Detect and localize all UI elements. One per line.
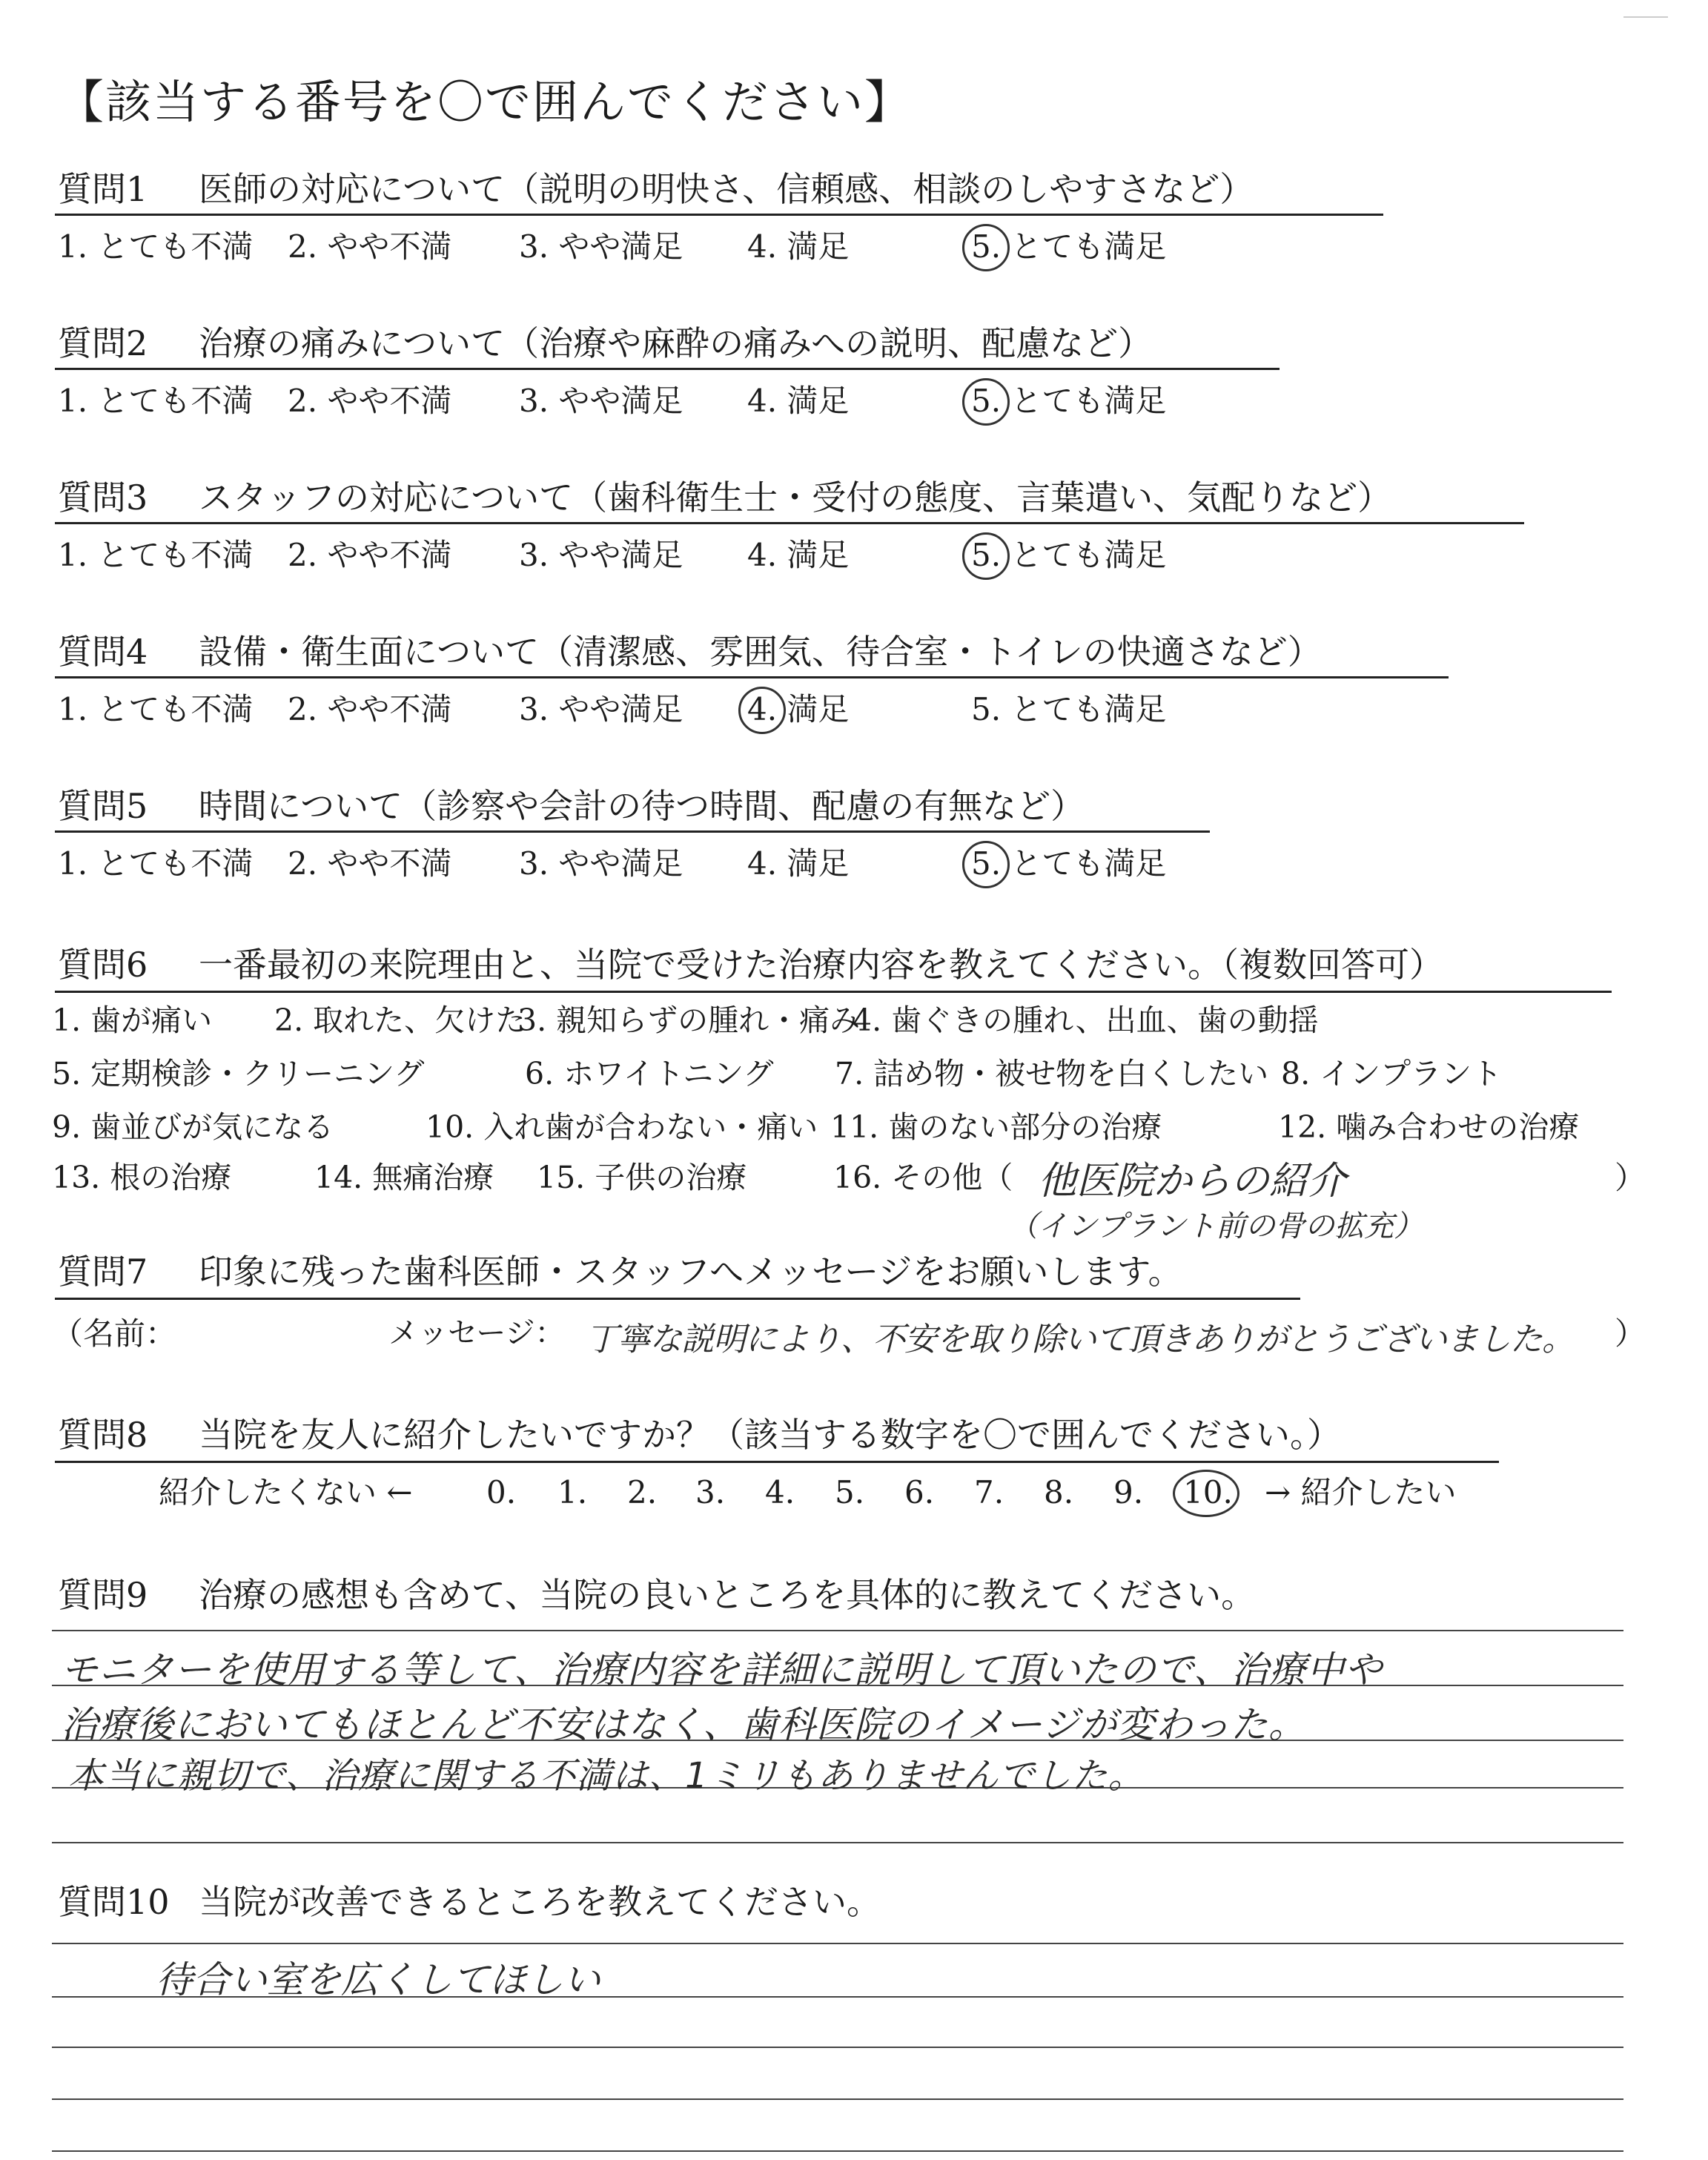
q6-option[interactable]: 7. 詰め物・被せ物を白くしたい: [835, 1056, 1269, 1091]
q6-other-close: ）: [1615, 1160, 1646, 1196]
page-title: 【該当する番号を〇で囲んでください】: [58, 75, 913, 129]
q9-number: 質問9: [58, 1575, 148, 1615]
q1-option-1[interactable]: 1. とても不満: [58, 228, 254, 265]
q2-text: 治療の痛みについて（治療や麻酔の痛みへの説明、配慮など）: [199, 323, 1153, 363]
q8-scale-option[interactable]: 2.: [627, 1474, 658, 1510]
q5-number: 質問5: [58, 786, 148, 826]
q3-underline: [55, 522, 1524, 524]
q4-selected-circle: [738, 687, 786, 734]
q8-scale-option[interactable]: 4.: [765, 1474, 795, 1510]
q3-option-2[interactable]: 2. やや不満: [288, 537, 452, 573]
q6-option[interactable]: 15. 子供の治療: [537, 1160, 747, 1195]
q7-heading: [58, 1252, 1182, 1292]
q1-option-3[interactable]: 3. やや満足: [519, 228, 683, 265]
q8-scale-option[interactable]: 5.: [835, 1474, 865, 1510]
q1-underline: [55, 214, 1383, 216]
q6-option[interactable]: 5. 定期検診・クリーニング: [52, 1056, 425, 1091]
q2-option-4[interactable]: 4. 満足: [747, 383, 850, 419]
q2-number: 質問2: [58, 323, 148, 363]
q8-scale-option[interactable]: 7.: [974, 1474, 1004, 1510]
q1-option-5[interactable]: 5. とても満足: [971, 228, 1167, 265]
q4-heading: [58, 632, 1322, 672]
q9-answer-line-1: モニターを使用する等して、治療内容を詳細に説明して頂いたので、治療中や: [61, 1648, 1383, 1691]
q10-rule: [52, 2047, 1623, 2048]
q6-underline: [55, 991, 1612, 993]
q2-option-2[interactable]: 2. やや不満: [288, 383, 452, 419]
q4-option-5[interactable]: 5. とても満足: [971, 691, 1167, 727]
q8-selected-circle: [1173, 1470, 1239, 1517]
q3-heading: [58, 478, 1392, 518]
q4-text: 設備・衛生面について（清潔感、雰囲気、待合室・トイレの快適さなど）: [199, 632, 1322, 672]
q10-text: 当院が改善できるところを教えてください。: [199, 1882, 881, 1922]
q9-answer-line-3: 本当に親切で、治療に関する不満は、1ミリもありませんでした。: [68, 1755, 1145, 1797]
q7-name-label: （名前：: [52, 1315, 177, 1352]
q5-option-3[interactable]: 3. やや満足: [519, 845, 683, 882]
q1-selected-circle: [962, 224, 1010, 271]
q5-selected-circle: [962, 841, 1010, 888]
q7-text: 印象に残った歯科医師・スタッフへメッセージをお願いします。: [199, 1252, 1182, 1292]
q8-left-label: 紹介したくない ←: [159, 1474, 413, 1510]
q4-option-3[interactable]: 3. やや満足: [519, 691, 683, 727]
q4-number: 質問4: [58, 632, 148, 672]
q1-heading: [58, 169, 1254, 209]
q5-heading: [58, 786, 1085, 826]
q1-option-4[interactable]: 4. 満足: [747, 228, 850, 265]
q6-option[interactable]: 11. 歯のない部分の治療: [830, 1109, 1162, 1145]
q3-option-3[interactable]: 3. やや満足: [519, 537, 683, 573]
q5-option-1[interactable]: 1. とても不満: [58, 845, 254, 882]
q10-heading: [58, 1882, 881, 1922]
q3-selected-circle: [962, 532, 1010, 580]
q4-option-2[interactable]: 2. やや不満: [288, 691, 452, 727]
q3-option-1[interactable]: 1. とても不満: [58, 537, 254, 573]
q5-option-2[interactable]: 2. やや不満: [288, 845, 452, 882]
q6-option[interactable]: 16. その他（: [833, 1160, 1013, 1195]
q8-underline: [55, 1461, 1499, 1463]
q6-option[interactable]: 2. 取れた、欠けた: [274, 1003, 526, 1038]
q4-option-1[interactable]: 1. とても不満: [58, 691, 254, 727]
q6-option[interactable]: 10. 入れ歯が合わない・痛い: [426, 1109, 818, 1145]
q8-scale-option[interactable]: 0.: [486, 1474, 517, 1510]
q8-text: 当院を友人に紹介したいですか？（該当する数字を〇で囲んでください。）: [199, 1415, 1341, 1455]
q7-underline: [55, 1298, 1300, 1300]
q9-rule: [52, 1842, 1623, 1843]
q7-message-handwriting: 丁寧な説明により、不安を取り除いて頂きありがとうございました。: [586, 1321, 1574, 1358]
scan-mark: [1623, 16, 1668, 18]
q2-selected-circle: [962, 378, 1010, 426]
q10-rule: [52, 1943, 1623, 1944]
q8-scale-option[interactable]: 8.: [1044, 1474, 1074, 1510]
q9-rule: [52, 1630, 1623, 1631]
q6-text: 一番最初の来院理由と、当院で受けた治療内容を教えてください。（複数回答可）: [199, 945, 1443, 985]
q10-rule: [52, 2098, 1623, 2100]
q6-option[interactable]: 4. 歯ぐきの腫れ、出血、歯の動揺: [853, 1003, 1319, 1038]
q3-number: 質問3: [58, 478, 148, 518]
q3-text: スタッフの対応について（歯科衛生士・受付の態度、言葉遣い、気配りなど）: [199, 478, 1392, 518]
q6-option[interactable]: 1. 歯が痛い: [52, 1003, 213, 1038]
q4-underline: [55, 676, 1449, 678]
q7-close: ）: [1615, 1315, 1646, 1352]
q2-option-3[interactable]: 3. やや満足: [519, 383, 683, 419]
q8-scale-option[interactable]: 3.: [695, 1474, 726, 1510]
q3-option-4[interactable]: 4. 満足: [747, 537, 850, 573]
q6-other-handwriting: 他医院からの紹介: [1038, 1159, 1347, 1203]
q7-message-label: メッセージ：: [388, 1316, 565, 1350]
q3-option-5[interactable]: 5. とても満足: [971, 537, 1167, 573]
q5-option-5[interactable]: 5. とても満足: [971, 845, 1167, 882]
q2-option-5[interactable]: 5. とても満足: [971, 383, 1167, 419]
q8-number: 質問8: [58, 1415, 148, 1455]
q10-number: 質問10: [58, 1882, 170, 1922]
q1-number: 質問1: [58, 169, 148, 209]
q8-scale-option[interactable]: 9.: [1113, 1474, 1144, 1510]
q5-text: 時間について（診察や会計の待つ時間、配慮の有無など）: [199, 786, 1085, 826]
q6-option[interactable]: 6. ホワイトニング: [525, 1056, 774, 1091]
q1-option-2[interactable]: 2. やや不満: [288, 228, 452, 265]
q10-answer-line-1: 待合い室を広くしてほしい: [156, 1958, 600, 2001]
q1-text: 医師の対応について（説明の明快さ、信頼感、相談のしやすさなど）: [199, 169, 1254, 209]
q6-option[interactable]: 8. インプラント: [1281, 1056, 1503, 1091]
q5-option-4[interactable]: 4. 満足: [747, 845, 850, 882]
q6-other-handwriting-2: （インプラント前の骨の拡充）: [1008, 1209, 1423, 1244]
q4-option-4[interactable]: 4. 満足: [747, 691, 850, 727]
q10-rule: [52, 2150, 1623, 2152]
q6-option[interactable]: 3. 親知らずの腫れ・痛み: [517, 1003, 861, 1038]
q2-heading: [58, 323, 1153, 363]
q6-heading: [58, 945, 1443, 985]
q9-heading: [58, 1575, 1256, 1615]
q7-number: 質問7: [58, 1252, 148, 1292]
q9-answer-line-2: 治療後においてもほとんど不安はなく、歯科医院のイメージが変わった。: [61, 1703, 1306, 1746]
q5-underline: [55, 830, 1210, 833]
q8-scale-option[interactable]: 6.: [904, 1474, 935, 1510]
q6-number: 質問6: [58, 945, 148, 985]
q2-underline: [55, 368, 1280, 370]
q8-scale-option[interactable]: 10.: [1183, 1474, 1233, 1510]
q6-option[interactable]: 9. 歯並びが気になる: [52, 1109, 334, 1145]
q6-option[interactable]: 14. 無痛治療: [314, 1160, 494, 1195]
q8-scale-option[interactable]: 1.: [557, 1474, 588, 1510]
q6-option[interactable]: 12. 噛み合わせの治療: [1278, 1109, 1580, 1145]
q8-right-label: → 紹介したい: [1265, 1474, 1457, 1510]
q8-heading: [58, 1415, 1341, 1455]
q2-option-1[interactable]: 1. とても不満: [58, 383, 254, 419]
q6-option[interactable]: 13. 根の治療: [52, 1160, 232, 1195]
q9-text: 治療の感想も含めて、当院の良いところを具体的に教えてください。: [199, 1575, 1256, 1615]
